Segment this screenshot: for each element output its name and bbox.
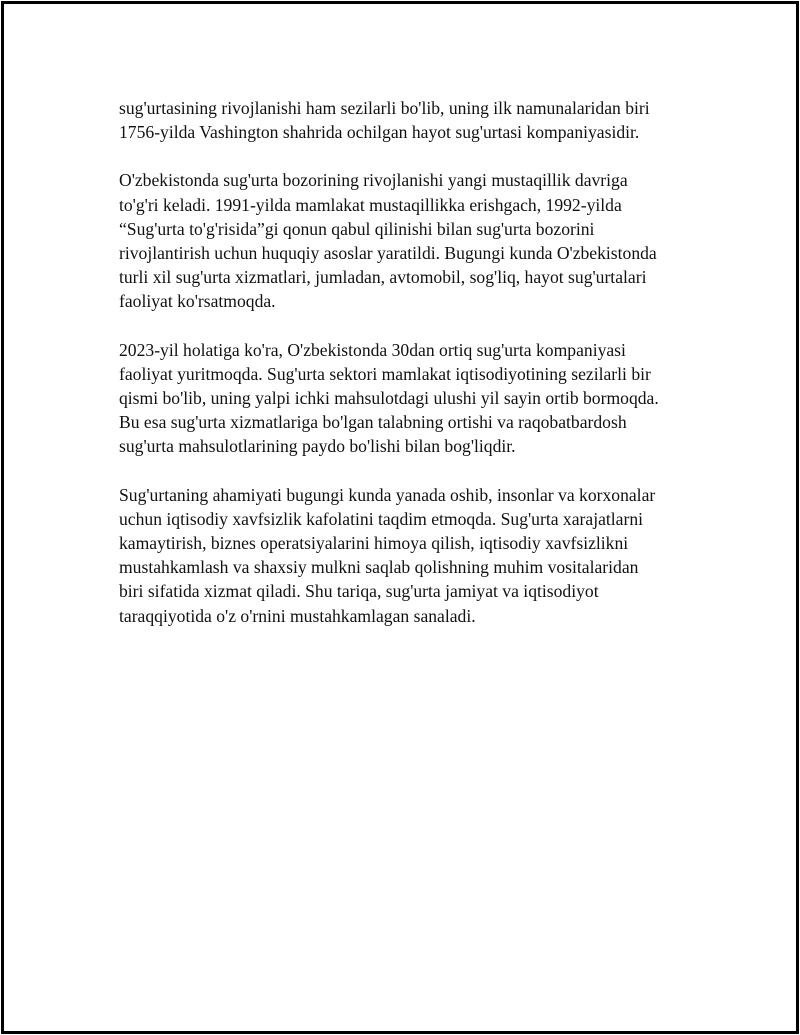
paragraph-2 [119,168,704,313]
text-line: 1756-yilda Vashington shahrida ochilgan hayot sug'urtasi kompaniyasidir. [119,122,640,143]
text-line: turli xil sug'urta xizmatlari, jumladan, avtomobil, sog'liq, hayot sug'urtalari [119,267,647,288]
text-line: taraqqiyotida o'z o'rnini mustahkamlagan sanaladi. [119,605,476,626]
text-line: mustahkamlash va shaxsiy mulkni saqlab qolishning muhim vositalaridan [119,557,639,578]
paragraph-1 [119,96,704,144]
text-line: sug'urtasining rivojlanishi ham sezilarli bo'lib, uning ilk namunalaridan biri [119,98,650,118]
text-line: 2023-yil holatiga ko'ra, O'zbekistonda 30dan ortiq sug'urta kompaniyasi [119,339,626,360]
text-line: to'g'ri keladi. 1991-yilda mamlakat mustaqillikka erishgach, 1992-yilda [119,194,622,215]
text-line: faoliyat yuritmoqda. Sug'urta sektori mamlakat iqtisodiyotining sezilarli bir [119,363,651,384]
text-line: Bu esa sug'urta xizmatlariga bo'lgan talabning ortishi va raqobatbardosh [119,412,627,433]
text-line: faoliyat ko'rsatmoqda. [119,291,276,312]
text-line: rivojlantirish uchun huquqiy asoslar yaratildi. Bugungi kunda O'zbekistonda [119,243,657,264]
text-line: Sug'urtaning ahamiyati bugungi kunda yanada oshib, insonlar va korxonalar [119,484,656,505]
text-line: qismi bo'lib, uning yalpi ichki mahsulotdagi ulushi yil sayin ortib bormoqda. [119,388,659,409]
text-line: biri sifatida xizmat qiladi. Shu tariqa, sug'urta jamiyat va iqtisodiyot [119,581,599,602]
paragraph-3 [119,338,704,459]
document-body [119,96,704,652]
text-line: sug'urta mahsulotlarining paydo bo'lishi bilan bog'liqdir. [119,436,516,457]
text-line: uchun iqtisodiy xavfsizlik kafolatini taqdim etmoqda. Sug'urta xarajatlarni [119,508,644,529]
paragraph-4 [119,483,704,628]
text-line: O'zbekistonda sug'urta bozorining rivojlanishi yangi mustaqillik davriga [119,170,628,191]
text-line: “Sug'urta to'g'risida”gi qonun qabul qilinishi bilan sug'urta bozorini [119,218,595,239]
text-line: kamaytirish, biznes operatsiyalarini himoya qilish, iqtisodiy xavfsizlikni [119,533,629,554]
page-frame [1,1,799,1034]
